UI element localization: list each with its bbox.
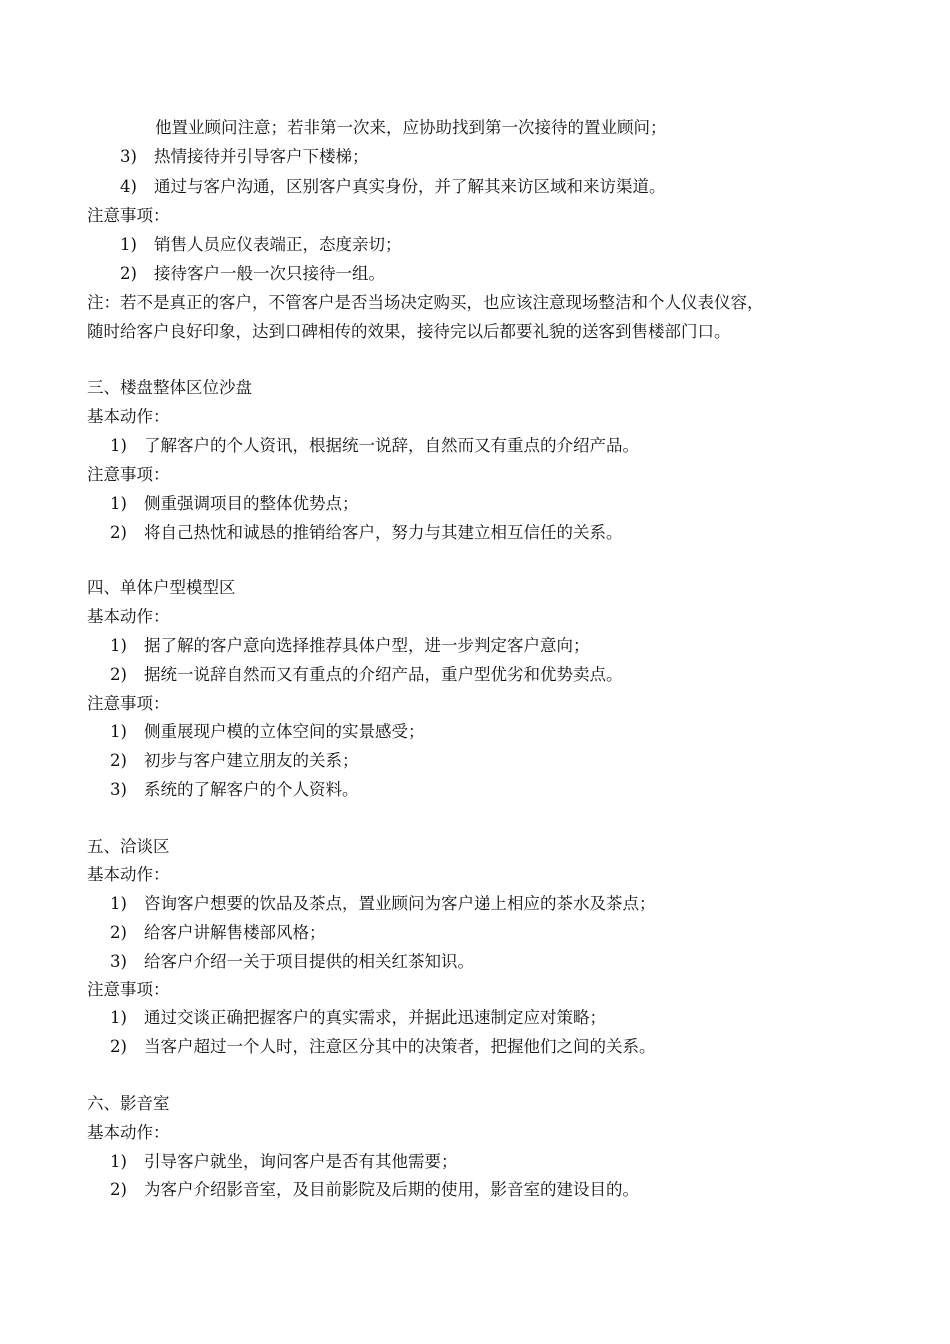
list-text: 系统的了解客户的个人资料。 xyxy=(144,780,359,799)
list-text: 引导客户就坐，询问客户是否有其他需要； xyxy=(144,1152,458,1171)
actions-label: 基本动作： xyxy=(87,407,170,426)
list-text: 通过交谈正确把握客户的真实需求，并据此迅速制定应对策略； xyxy=(144,1008,606,1027)
list-text: 给客户介绍一关于项目提供的相关红茶知识。 xyxy=(144,952,474,971)
note-item xyxy=(110,777,359,803)
action-item xyxy=(110,949,474,975)
action-item xyxy=(110,1149,458,1175)
action-item xyxy=(110,920,326,946)
section-title: 三、楼盘整体区位沙盘 xyxy=(87,378,252,397)
action-item xyxy=(110,1177,639,1203)
notes-label: 注意事项： xyxy=(87,465,170,484)
intro-continuation: 他置业顾问注意；若非第一次来，应协助找到第一次接待的置业顾问； xyxy=(155,118,667,137)
list-text: 接待客户一般一次只接待一组。 xyxy=(154,264,385,283)
list-text: 侧重强调项目的整体优势点； xyxy=(144,494,359,513)
actions-label: 基本动作： xyxy=(87,865,170,884)
list-text: 侧重展现户模的立体空间的实景感受； xyxy=(144,722,425,741)
list-number: 1) xyxy=(110,494,127,513)
list-text: 初步与客户建立朋友的关系； xyxy=(144,751,359,770)
list-text: 给客户讲解售楼部风格； xyxy=(144,923,326,942)
list-text: 咨询客户想要的饮品及茶点，置业顾问为客户递上相应的茶水及茶点； xyxy=(144,894,656,913)
intro-note xyxy=(120,232,402,258)
list-number: 4) xyxy=(120,177,137,196)
section-title: 四、单体户型模型区 xyxy=(87,578,236,597)
list-text: 为客户介绍影音室，及目前影院及后期的使用，影音室的建设目的。 xyxy=(144,1180,639,1199)
action-item xyxy=(110,633,590,659)
notes-label: 注意事项： xyxy=(87,694,170,713)
note-item xyxy=(110,1005,606,1031)
list-text: 当客户超过一个人时，注意区分其中的决策者，把握他们之间的关系。 xyxy=(144,1037,656,1056)
list-text: 据了解的客户意向选择推荐具体户型，进一步判定客户意向； xyxy=(144,636,590,655)
list-text: 销售人员应仪表端正，态度亲切； xyxy=(154,235,402,254)
remark-line: 随时给客户良好印象，达到口碑相传的效果，接待完以后都要礼貌的送客到售楼部门口。 xyxy=(87,322,731,341)
list-number: 3) xyxy=(110,780,127,799)
list-number: 2) xyxy=(110,523,127,542)
actions-label: 基本动作： xyxy=(87,607,170,626)
list-text: 据统一说辞自然而又有重点的介绍产品，重户型优劣和优势卖点。 xyxy=(144,665,623,684)
list-number: 1) xyxy=(110,436,127,455)
intro-note xyxy=(120,261,385,287)
note-item xyxy=(110,1034,656,1060)
intro-step xyxy=(120,174,666,200)
list-text: 了解客户的个人资讯，根据统一说辞，自然而又有重点的介绍产品。 xyxy=(144,436,639,455)
list-text: 热情接待并引导客户下楼梯； xyxy=(154,147,369,166)
list-number: 1) xyxy=(110,636,127,655)
list-number: 2) xyxy=(110,751,127,770)
note-item xyxy=(110,748,359,774)
list-number: 1) xyxy=(120,235,137,254)
list-number: 2) xyxy=(110,923,127,942)
intro-step xyxy=(120,144,369,170)
list-number: 2) xyxy=(110,1180,127,1199)
list-number: 1) xyxy=(110,894,127,913)
list-number: 1) xyxy=(110,1008,127,1027)
list-number: 2) xyxy=(110,665,127,684)
list-number: 3) xyxy=(110,952,127,971)
note-item xyxy=(110,520,623,546)
list-number: 1) xyxy=(110,1152,127,1171)
note-item xyxy=(110,491,359,517)
list-number: 3) xyxy=(120,147,137,166)
notes-label: 注意事项： xyxy=(87,206,170,225)
actions-label: 基本动作： xyxy=(87,1123,170,1142)
list-number: 2) xyxy=(120,264,137,283)
list-text: 通过与客户沟通，区别客户真实身份，并了解其来访区域和来访渠道。 xyxy=(154,177,666,196)
section-title: 六、影音室 xyxy=(87,1094,170,1113)
section-title: 五、洽谈区 xyxy=(87,837,170,856)
notes-label: 注意事项： xyxy=(87,980,170,999)
remark-line: 注：若不是真正的客户，不管客户是否当场决定购买，也应该注意现场整洁和个人仪表仪容， xyxy=(87,293,764,312)
note-item xyxy=(110,719,425,745)
action-item xyxy=(110,662,623,688)
list-text: 将自己热忱和诚恳的推销给客户，努力与其建立相互信任的关系。 xyxy=(144,523,623,542)
list-number: 2) xyxy=(110,1037,127,1056)
action-item xyxy=(110,433,639,459)
action-item xyxy=(110,891,656,917)
list-number: 1) xyxy=(110,722,127,741)
